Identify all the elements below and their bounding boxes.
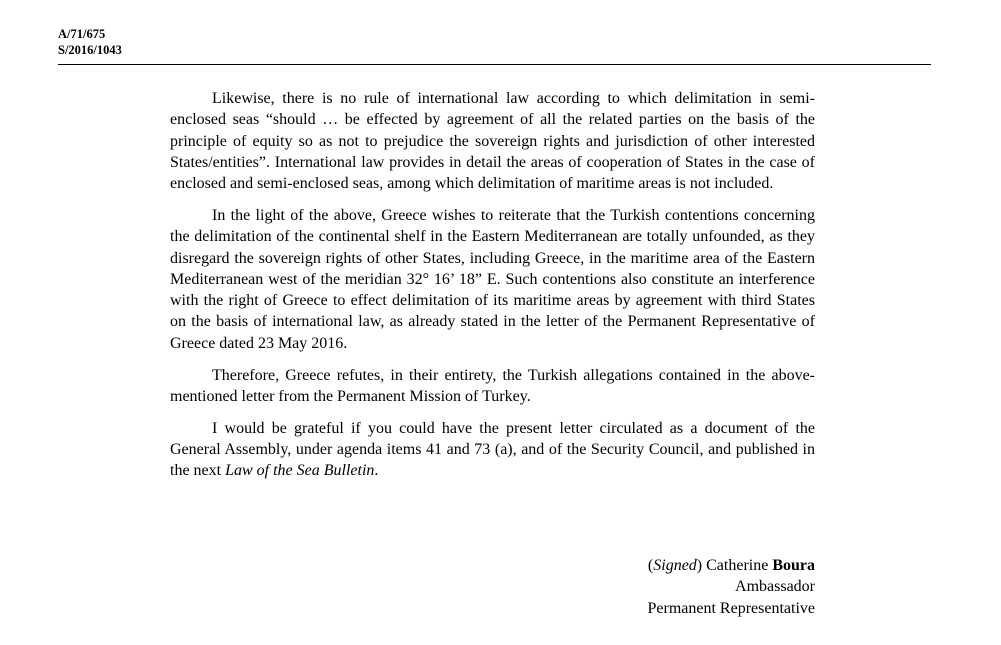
signed-label: Signed bbox=[653, 557, 697, 574]
circulation-end: . bbox=[374, 462, 379, 480]
paragraph-turkish-contentions: In the light of the above, Greece wishes to reiterate that the Turkish contentions concerning the delimitation of the continental shelf in the Eastern Mediterranean are totally unfounded, as they disregard the sovereign rights of other States, including Greece, in the maritime area of the Eastern Mediterranean west of the meridian 32° 16’ 18” E. Such contentions also constitute an interference with the right of Greece to effect delimitation of its maritime areas by agreement with third States on the basis of international law, as already stated in the letter of the Permanent Representative of Greece dated 23 May 2016. bbox=[170, 206, 815, 352]
signature-line: (Signed) Catherine Boura bbox=[647, 557, 815, 574]
paragraph-delimitation-rule: Likewise, there is no rule of international law according to which delimitation in semi-enclosed seas “should … be effected by agreement of all the related parties on the basis of the principle of equity so as not to prejudice the sovereign rights and jurisdiction of other interested States/entities”. International law provides in detail the areas of cooperation of States in the case of enclosed and semi-enclosed seas, among which delimitation of maritime areas is not included. bbox=[170, 90, 815, 193]
circulation-text: I would be grateful if you could have the present letter circulated as a document of the General Assembly, under agenda items 41 and 73 (a), and of the Security Council, and published in the next bbox=[170, 419, 815, 480]
bulletin-title: Law of the Sea Bulletin bbox=[225, 462, 375, 480]
document-symbol-security-council: S/2016/1043 bbox=[58, 43, 122, 57]
document-symbols bbox=[58, 26, 122, 58]
signature-block bbox=[560, 555, 815, 619]
signatory-first-name: Catherine bbox=[706, 557, 769, 574]
document-symbol-general-assembly: A/71/675 bbox=[58, 27, 106, 41]
paragraph-circulation-request bbox=[170, 418, 815, 482]
header-rule bbox=[58, 64, 931, 65]
signatory-title-ambassador: Ambassador bbox=[735, 578, 815, 596]
signatory-title-permanent-representative: Permanent Representative bbox=[647, 599, 815, 617]
letter-body bbox=[170, 88, 815, 492]
paragraph-refutation: Therefore, Greece refutes, in their entirety, the Turkish allegations contained in the above-mentioned letter from the Permanent Mission of Turkey. bbox=[170, 366, 815, 405]
signatory-last-name: Boura bbox=[772, 557, 815, 574]
